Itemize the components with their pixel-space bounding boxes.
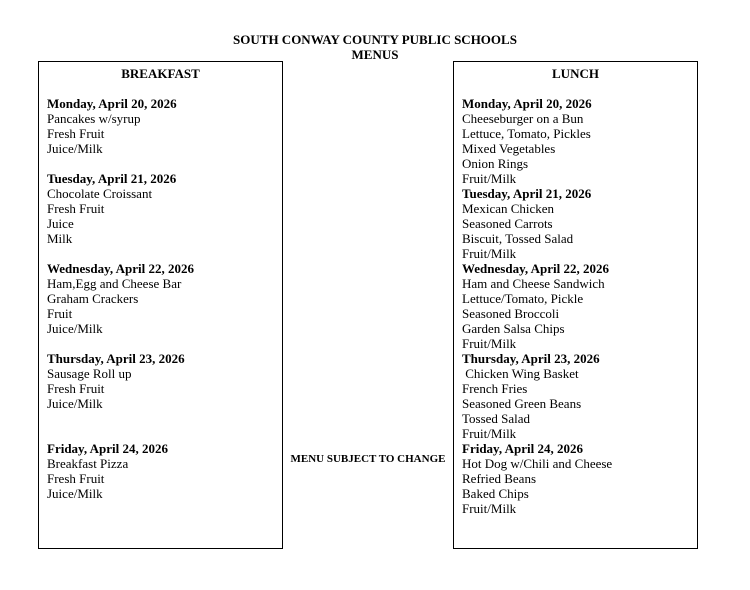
breakfast-days (47, 96, 278, 516)
lunch-days (462, 96, 693, 516)
lunch-menu-item: Refried Beans (462, 471, 537, 486)
lunch-day-heading: Thursday, April 23, 2026 (462, 351, 600, 366)
breakfast-day-heading: Tuesday, April 21, 2026 (47, 171, 177, 186)
lunch-menu-item: Fruit/Milk (462, 426, 517, 441)
breakfast-menu-item: Juice/Milk (47, 396, 103, 411)
breakfast-day-heading: Wednesday, April 22, 2026 (47, 261, 194, 276)
breakfast-menu-box (38, 61, 283, 549)
lunch-menu-item: Fruit/Milk (462, 501, 517, 516)
lunch-menu-item: Mexican Chicken (462, 201, 555, 216)
lunch-menu-item: Fruit/Milk (462, 171, 517, 186)
breakfast-menu-item: Sausage Roll up (47, 366, 132, 381)
breakfast-menu-item: Fresh Fruit (47, 381, 105, 396)
lunch-menu-item: Tossed Salad (462, 411, 531, 426)
lunch-menu-item: Seasoned Green Beans (462, 396, 582, 411)
lunch-menu-item: Mixed Vegetables (462, 141, 556, 156)
lunch-menu-item: Ham and Cheese Sandwich (462, 276, 605, 291)
lunch-day (462, 351, 693, 441)
breakfast-menu-item: Milk (47, 231, 73, 246)
breakfast-day (47, 351, 278, 411)
lunch-day-heading: Wednesday, April 22, 2026 (462, 261, 609, 276)
breakfast-day-heading: Monday, April 20, 2026 (47, 96, 177, 111)
breakfast-menu-item: Fresh Fruit (47, 471, 105, 486)
breakfast-menu-item: Fruit (47, 306, 73, 321)
lunch-day (462, 186, 693, 261)
lunch-menu-item: Seasoned Carrots (462, 216, 553, 231)
lunch-day (462, 441, 693, 516)
page-title: SOUTH CONWAY COUNTY PUBLIC SCHOOLS (233, 32, 517, 47)
lunch-menu-item: Biscuit, Tossed Salad (462, 231, 574, 246)
breakfast-day (47, 441, 278, 501)
lunch-day (462, 96, 693, 186)
lunch-menu-item: Chicken Wing Basket (462, 366, 579, 381)
lunch-menu-item: Seasoned Broccoli (462, 306, 560, 321)
breakfast-menu-item: Ham,Egg and Cheese Bar (47, 276, 182, 291)
breakfast-menu-item: Juice/Milk (47, 141, 103, 156)
breakfast-day-heading: Friday, April 24, 2026 (47, 441, 168, 456)
lunch-menu-item: Fruit/Milk (462, 336, 517, 351)
breakfast-menu-item: Fresh Fruit (47, 201, 105, 216)
breakfast-day-heading: Thursday, April 23, 2026 (47, 351, 185, 366)
breakfast-menu-item: Breakfast Pizza (47, 456, 129, 471)
breakfast-menu-item: Juice/Milk (47, 486, 103, 501)
lunch-menu-item: Fruit/Milk (462, 246, 517, 261)
breakfast-menu-item: Chocolate Croissant (47, 186, 153, 201)
lunch-menu-item: Garden Salsa Chips (462, 321, 565, 336)
lunch-menu-item: Hot Dog w/Chili and Cheese (462, 456, 613, 471)
lunch-day-heading: Tuesday, April 21, 2026 (462, 186, 592, 201)
lunch-menu-item: Lettuce, Tomato, Pickles (462, 126, 591, 141)
breakfast-menu-item: Graham Crackers (47, 291, 139, 306)
lunch-menu-item: French Fries (462, 381, 528, 396)
lunch-day-heading: Monday, April 20, 2026 (462, 96, 592, 111)
lunch-day-heading: Friday, April 24, 2026 (462, 441, 583, 456)
lunch-menu-item: Baked Chips (462, 486, 529, 501)
lunch-menu-item: Cheeseburger on a Bun (462, 111, 584, 126)
breakfast-title: BREAKFAST (121, 66, 200, 81)
breakfast-day (47, 96, 278, 156)
breakfast-menu-item: Pancakes w/syrup (47, 111, 141, 126)
breakfast-day (47, 261, 278, 336)
lunch-menu-item: Onion Rings (462, 156, 529, 171)
breakfast-menu-item: Juice (47, 216, 74, 231)
page-subtitle: MENUS (351, 47, 399, 62)
lunch-title: LUNCH (552, 66, 599, 81)
lunch-day (462, 261, 693, 351)
menu-notice: MENU SUBJECT TO CHANGE (290, 453, 446, 465)
breakfast-menu-item: Juice/Milk (47, 321, 103, 336)
lunch-menu-box (453, 61, 698, 549)
lunch-menu-item: Lettuce/Tomato, Pickle (462, 291, 584, 306)
breakfast-day (47, 171, 278, 246)
breakfast-menu-item: Fresh Fruit (47, 126, 105, 141)
